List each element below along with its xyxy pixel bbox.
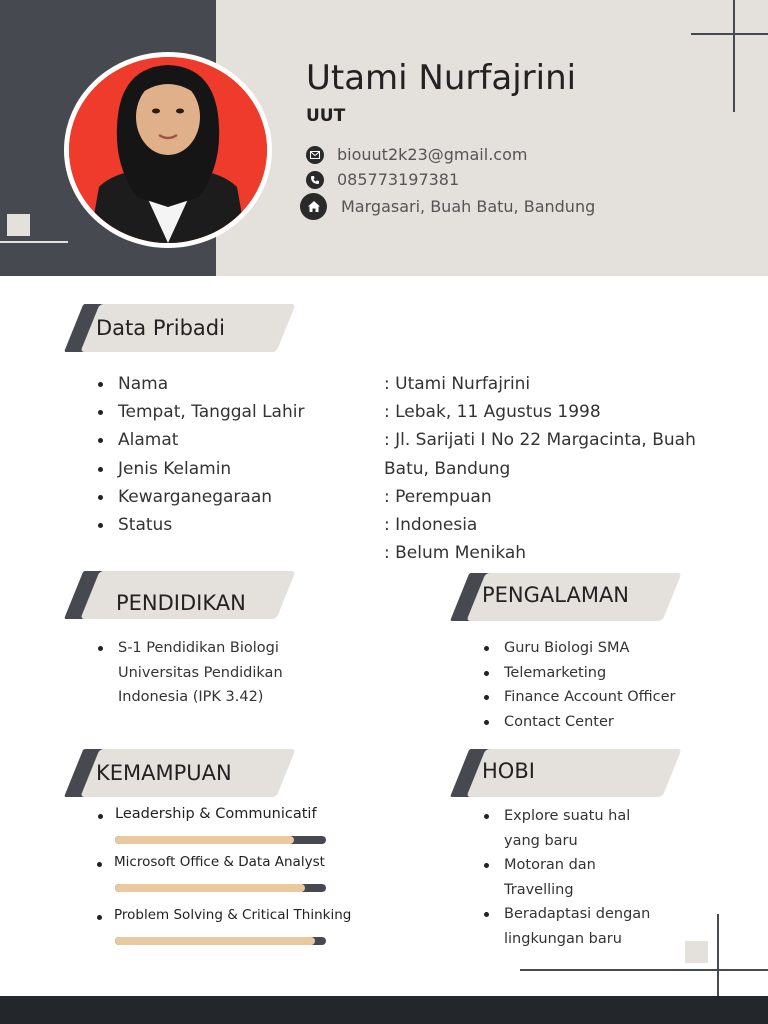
skill-bar-fill — [115, 937, 315, 945]
address-text: Margasari, Buah Batu, Bandung — [341, 197, 596, 216]
decorative-line-vertical — [717, 914, 719, 998]
list-item: Telemarketing — [484, 661, 676, 686]
value-ttl: : Lebak, 11 Agustus 1998 — [384, 402, 601, 423]
list-item: Kewarganegaraan — [98, 483, 304, 511]
decorative-cross-horizontal — [691, 33, 768, 35]
section-title: PENGALAMAN — [482, 583, 630, 607]
value-alamat: : Jl. Sarijati I No 22 Margacinta, Buah Batu, Bandung — [384, 430, 696, 479]
profile-photo — [69, 57, 267, 243]
skill-label: Problem Solving & Critical Thinking — [97, 907, 351, 923]
skill-label: Microsoft Office & Data Analyst — [97, 854, 325, 870]
phone-icon — [306, 171, 324, 189]
list-item: Explore suatu hal yang baru — [484, 804, 654, 853]
list-item: Alamat — [98, 426, 304, 454]
list-item: Status — [98, 511, 304, 539]
full-name: Utami Nurfajrini — [306, 58, 577, 98]
list-item: Tempat, Tanggal Lahir — [98, 398, 304, 426]
education-list — [98, 636, 308, 710]
section-header-pengalaman — [440, 573, 684, 621]
decorative-square — [7, 214, 30, 236]
email-text: biouut2k23@gmail.com — [337, 145, 528, 164]
list-item: S-1 Pendidikan Biologi Universitas Pendidikan Indonesia (IPK 3.42) — [98, 636, 308, 710]
section-title: Data Pribadi — [96, 316, 225, 340]
value-jenis-kelamin: : Perempuan — [384, 486, 492, 507]
avatar — [64, 52, 272, 248]
personal-data-labels — [98, 370, 304, 539]
footer-bar — [0, 996, 768, 1024]
contact-address — [300, 193, 595, 220]
nickname: UUT — [306, 106, 346, 126]
home-icon — [300, 193, 327, 220]
section-title: PENDIDIKAN — [116, 591, 246, 615]
decorative-cross-vertical — [733, 0, 735, 112]
skill-bar-fill — [115, 884, 305, 892]
list-item: Jenis Kelamin — [98, 455, 304, 483]
contact-phone — [300, 170, 459, 189]
skill-bar — [115, 836, 326, 844]
section-title: KEMAMPUAN — [96, 761, 232, 785]
section-title: HOBI — [482, 759, 535, 783]
list-item: Nama — [98, 370, 304, 398]
decorative-square — [685, 941, 708, 963]
section-header-pendidikan — [54, 571, 298, 619]
value-kewarganegaraan: : Indonesia — [384, 515, 478, 536]
section-header-hobi — [440, 749, 684, 797]
value-nama: : Utami Nurfajrini — [384, 374, 531, 394]
contact-email — [300, 145, 527, 164]
decorative-line — [0, 241, 68, 243]
skill-label: Leadership & Communicatif — [98, 806, 317, 822]
skill-bar-fill — [115, 836, 294, 844]
skill-bar — [115, 937, 326, 945]
hobby-list — [484, 804, 654, 951]
personal-data-values — [384, 370, 704, 567]
list-item: Finance Account Officer — [484, 685, 676, 710]
skill-bar — [115, 884, 326, 892]
list-item: Contact Center — [484, 710, 676, 735]
list-item: Beradaptasi dengan lingkungan baru — [484, 902, 654, 951]
phone-text: 085773197381 — [337, 170, 460, 189]
experience-list — [484, 636, 676, 734]
decorative-line-horizontal — [520, 969, 768, 971]
list-item: Guru Biologi SMA — [484, 636, 676, 661]
section-header-kemampuan — [54, 749, 298, 797]
envelope-icon — [306, 146, 324, 164]
section-header-data-pribadi — [54, 304, 298, 352]
value-status: : Belum Menikah — [384, 543, 527, 564]
list-item: Motoran dan Travelling — [484, 853, 654, 902]
